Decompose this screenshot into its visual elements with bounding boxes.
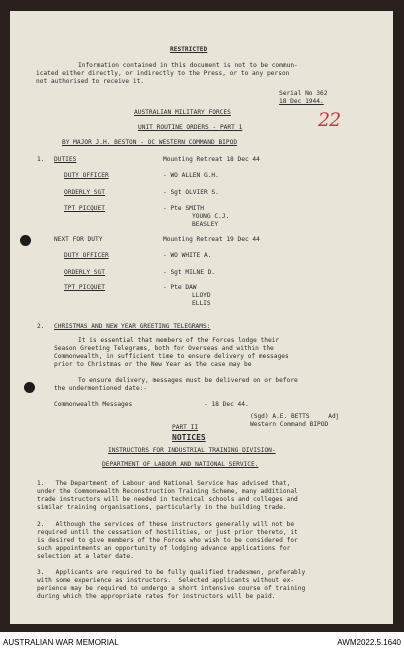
paragraph-line: required until the cessation of hostilities, or just prior thereto, it bbox=[37, 529, 298, 536]
restricted-heading: RESTRICTED bbox=[170, 46, 208, 53]
notice-title: INSTRUCTORS FOR INDUSTRIAL TRAINING DIVISION- bbox=[108, 447, 276, 454]
commonwealth-label: Commonwealth Messages bbox=[54, 401, 133, 408]
orders-title: UNIT ROUTINE ORDERS - PART 1 bbox=[138, 124, 243, 131]
picquet-name: BEASLEY bbox=[192, 221, 219, 228]
duty-officer-name: - WO WHITE A. bbox=[163, 252, 212, 259]
paragraph-line: 1. The Department of Labour and National Service has advised that, bbox=[37, 480, 291, 487]
mounting-date: Mounting Retreat 18 Dec 44 bbox=[163, 156, 260, 163]
tpt-picquet-label: TPT PICQUET bbox=[64, 205, 105, 212]
notice-line: icated either directly, or indirectly to the Press, or to any person bbox=[36, 70, 290, 77]
archive-reference: AWM2022.5.1640 bbox=[337, 638, 401, 647]
pencil-annotation: 22 bbox=[318, 109, 341, 131]
archive-name: AUSTRALIAN WAR MEMORIAL bbox=[3, 638, 119, 647]
paragraph-line: It is essential that members of the Forces lodge their bbox=[78, 337, 280, 344]
paragraph-line: perience may be required to undergo a short intensive course of training bbox=[37, 585, 306, 592]
picquet-name: ELLIS bbox=[192, 300, 211, 307]
notice-line: Information contained in this document is not to be commun- bbox=[78, 62, 298, 69]
serial-number: Serial No 362 bbox=[279, 90, 328, 97]
by-line: BY MAJOR J.H. BESTON - OC WESTERN COMMAND BIPOD bbox=[62, 139, 238, 146]
mounting-date: Mounting Retreat 19 Dec 44 bbox=[163, 236, 260, 243]
paragraph-line: Commonwealth, in sufficient time to ensure delivery of messages bbox=[54, 353, 289, 360]
paragraph-line: such appointments an opportunity of lodging advance applications for bbox=[37, 545, 291, 552]
section-title: CHRISTMAS AND NEW YEAR GREETING TELEGRAMS: bbox=[54, 323, 211, 330]
picquet-name: YOUNG C.J. bbox=[192, 213, 230, 220]
signature-line: (Sgd) A.E. BETTS Adj bbox=[250, 413, 340, 420]
paragraph-line: prior to Christmas or the New Year as the case may be bbox=[54, 361, 252, 368]
paragraph-line: 3. Applicants are required to be fully qualified tradesmen, preferably bbox=[37, 569, 306, 576]
section-number: 2. bbox=[37, 323, 45, 330]
signature-line: Western Command BIPOD bbox=[250, 421, 329, 428]
duty-officer-label: DUTY OFFICER bbox=[64, 172, 109, 179]
commonwealth-date: - 18 Dec 44. bbox=[204, 401, 249, 408]
paragraph-line: To ensure delivery, messages must be delivered on or before bbox=[78, 377, 298, 384]
punch-hole bbox=[20, 235, 31, 246]
paragraph-line: Season Greeting Telegrams, both for Overseas and within the bbox=[54, 345, 274, 352]
tpt-picquet-label: TPT PICQUET bbox=[64, 284, 105, 291]
orderly-sgt-name: - Sgt MILNE D. bbox=[163, 269, 216, 276]
notice-subtitle: DEPARTMENT OF LABOUR AND NATIONAL SERVICE. bbox=[102, 461, 259, 468]
paragraph-line: under the Commonwealth Reconstruction Training Scheme, many additional bbox=[37, 488, 298, 495]
orderly-sgt-label: ORDERLY SGT bbox=[64, 269, 105, 276]
notices-heading: NOTICES bbox=[172, 433, 206, 442]
picquet-name: - Pte SMITH bbox=[163, 205, 204, 212]
document-date: 18 Dec 1944. bbox=[279, 98, 324, 105]
paragraph-line: trade instructors will be needed in technical schools and colleges and bbox=[37, 496, 298, 503]
document-page bbox=[10, 11, 393, 624]
paragraph-line: is desired to give members of the Forces who wish to be considered for bbox=[37, 537, 298, 544]
orderly-sgt-label: ORDERLY SGT bbox=[64, 189, 105, 196]
paragraph-line: similar training organisations, particularly in the building trade. bbox=[37, 504, 287, 511]
part-heading: PART II bbox=[172, 424, 199, 431]
next-for-duty: NEXT FOR DUTY bbox=[54, 236, 103, 243]
paragraph-line: 2. Although the services of these instructors generally will not be bbox=[37, 521, 295, 528]
picquet-name: - Pte DAW bbox=[163, 284, 197, 291]
paragraph-line: selection at a later date. bbox=[37, 553, 134, 560]
punch-hole bbox=[24, 382, 35, 393]
notice-line: not authorised to receive it. bbox=[36, 78, 145, 85]
paragraph-line: during which the appropriate rates for instructors will be paid. bbox=[37, 593, 276, 600]
orderly-sgt-name: - Sgt OLVIER S. bbox=[163, 189, 219, 196]
force-heading: AUSTRALIAN MILITARY FORCES bbox=[134, 109, 231, 116]
section-title: DUTIES bbox=[54, 156, 77, 163]
archive-footer bbox=[0, 636, 404, 653]
picquet-name: LLOYD bbox=[192, 292, 211, 299]
paragraph-line: with some experience as instructors. Selected applicants without ex- bbox=[37, 577, 295, 584]
duty-officer-name: - WO ALLEN G.H. bbox=[163, 172, 219, 179]
duty-officer-label: DUTY OFFICER bbox=[64, 252, 109, 259]
paragraph-line: the undermentioned date:- bbox=[54, 385, 148, 392]
section-number: 1. bbox=[37, 156, 45, 163]
